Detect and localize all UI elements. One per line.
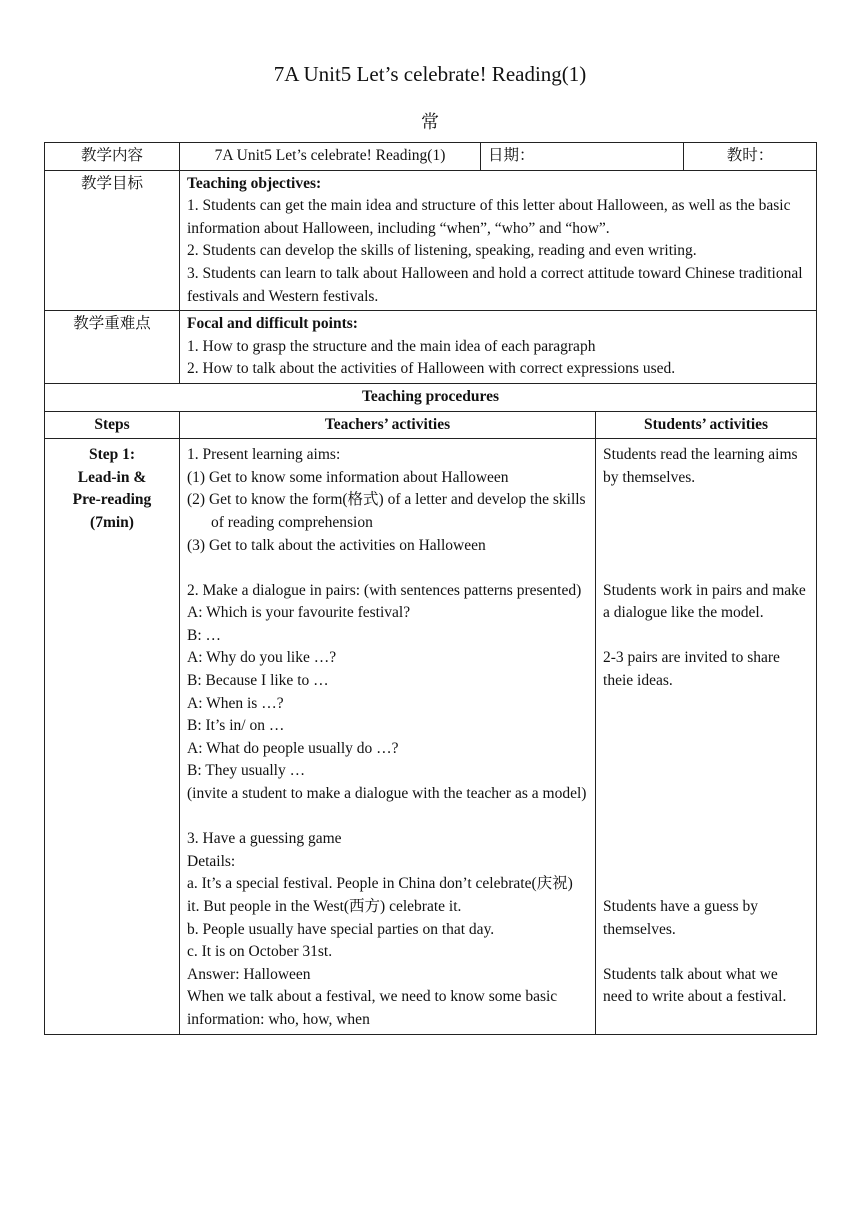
step1-student-activities: [596, 439, 817, 1034]
student-activity: Students work in pairs and make a dialogue like the model.: [603, 581, 806, 622]
closing-line: When we talk about a festival, we need to know some basic information: who, how, when: [187, 988, 558, 1028]
procedures-columns-row: [45, 411, 817, 439]
spacer: [603, 738, 809, 761]
objectives-label: 教学目标: [45, 170, 180, 311]
header-row: [45, 143, 817, 171]
learning-aim: (2) Get to know the form(格式) of a letter and develop the skills of reading comprehension: [187, 491, 586, 531]
learning-aim: (3) Get to talk about the activities on Halloween: [187, 536, 486, 554]
answer-line: Answer: Halloween: [187, 965, 311, 983]
focus-label: 教学重难点: [45, 311, 180, 384]
objective-item: 2. Students can develop the skills of listening, speaking, reading and even writing.: [187, 242, 697, 260]
teacher-column-header: Teachers’ activities: [180, 411, 596, 439]
detail-item: c. It is on October 31st.: [187, 943, 333, 961]
spacer: [603, 557, 809, 580]
learning-aim: (1) Get to know some information about Halloween: [187, 468, 509, 486]
document-title: 7A Unit5 Let’s celebrate! Reading(1): [273, 62, 587, 86]
focus-item: 1. How to grasp the structure and the main idea of each paragraph: [187, 337, 596, 355]
focus-cell: [180, 311, 817, 384]
spacer: [603, 693, 809, 716]
spacer: [603, 941, 809, 964]
spacer: [603, 783, 809, 806]
teacher-activity-1: 1. Present learning aims:: [187, 446, 341, 464]
spacer: [603, 625, 809, 648]
objectives-row: [45, 170, 817, 311]
details-label: Details:: [187, 852, 236, 870]
step1-name: [45, 439, 180, 1034]
date-label: 日期：: [481, 143, 684, 171]
dialogue-line: A: When is …?: [187, 694, 284, 712]
spacer: [603, 873, 809, 896]
dialogue-line: B: It’s in/ on …: [187, 717, 285, 735]
spacer: [603, 489, 809, 512]
focus-row: [45, 311, 817, 384]
objective-item: 1. Students can get the main idea and structure of this letter about Halloween, as well as the basic information about Halloween, including “when”, “who” and “how”.: [187, 197, 791, 237]
dialogue-line: B: …: [187, 626, 222, 644]
dialogue-line: B: They usually …: [187, 762, 306, 780]
content-label: 教学内容: [45, 143, 180, 171]
step-name-line: Step 1:: [88, 446, 136, 464]
step1-teacher-activities: [180, 439, 596, 1034]
teacher-activity-2: 2. Make a dialogue in pairs: (with sentences patterns presented): [187, 581, 582, 599]
content-value: 7A Unit5 Let’s celebrate! Reading(1): [180, 143, 481, 171]
document-subtitle: 常: [421, 112, 439, 132]
dialogue-line: (invite a student to make a dialogue with the teacher as a model): [187, 785, 587, 803]
detail-item: a. It’s a special festival. People in China don’t celebrate(庆祝) it. But people in the West(西方) celebrate it.: [187, 875, 573, 915]
dialogue-line: A: Which is your favourite festival?: [187, 604, 411, 622]
dialogue-line: A: What do people usually do …?: [187, 739, 399, 757]
student-activity: 2-3 pairs are invited to share theie ideas.: [603, 649, 780, 690]
spacer: [187, 557, 588, 580]
period-label: 教时：: [684, 143, 817, 171]
spacer: [603, 806, 809, 829]
spacer: [603, 760, 809, 783]
detail-item: b. People usually have special parties on that day.: [187, 920, 495, 938]
spacer: [603, 512, 809, 535]
step-name-line: Lead-in &: [77, 468, 147, 486]
spacer: [603, 535, 809, 558]
objective-item: 3. Students can learn to talk about Halloween and hold a correct attitude toward Chinese traditional festivals and Western festivals.: [187, 264, 803, 305]
step-name-line: (7min): [90, 513, 134, 531]
spacer: [603, 828, 809, 851]
step-name-line: Pre-reading: [72, 491, 152, 509]
procedures-heading: Teaching procedures: [45, 383, 817, 411]
steps-column-header: Steps: [45, 411, 180, 439]
step1-row: [45, 439, 817, 1034]
objectives-heading: Teaching objectives:: [187, 174, 322, 192]
teacher-activity-3: 3. Have a guessing game: [187, 830, 342, 848]
focus-item: 2. How to talk about the activities of Halloween with correct expressions used.: [187, 360, 676, 378]
spacer: [187, 806, 588, 829]
spacer: [603, 715, 809, 738]
focus-heading: Focal and difficult points:: [187, 315, 358, 333]
objectives-cell: [180, 170, 817, 311]
spacer: [603, 851, 809, 874]
dialogue-line: B: Because I like to …: [187, 672, 329, 690]
student-activity: Students talk about what we need to write about a festival.: [603, 965, 787, 1006]
dialogue-line: A: Why do you like …?: [187, 649, 337, 667]
students-column-header: Students’ activities: [596, 411, 817, 439]
student-activity: Students read the learning aims by themselves.: [603, 446, 798, 486]
student-activity: Students have a guess by themselves.: [603, 898, 758, 938]
lesson-plan-table: [44, 142, 817, 1035]
procedures-heading-row: [45, 383, 817, 411]
